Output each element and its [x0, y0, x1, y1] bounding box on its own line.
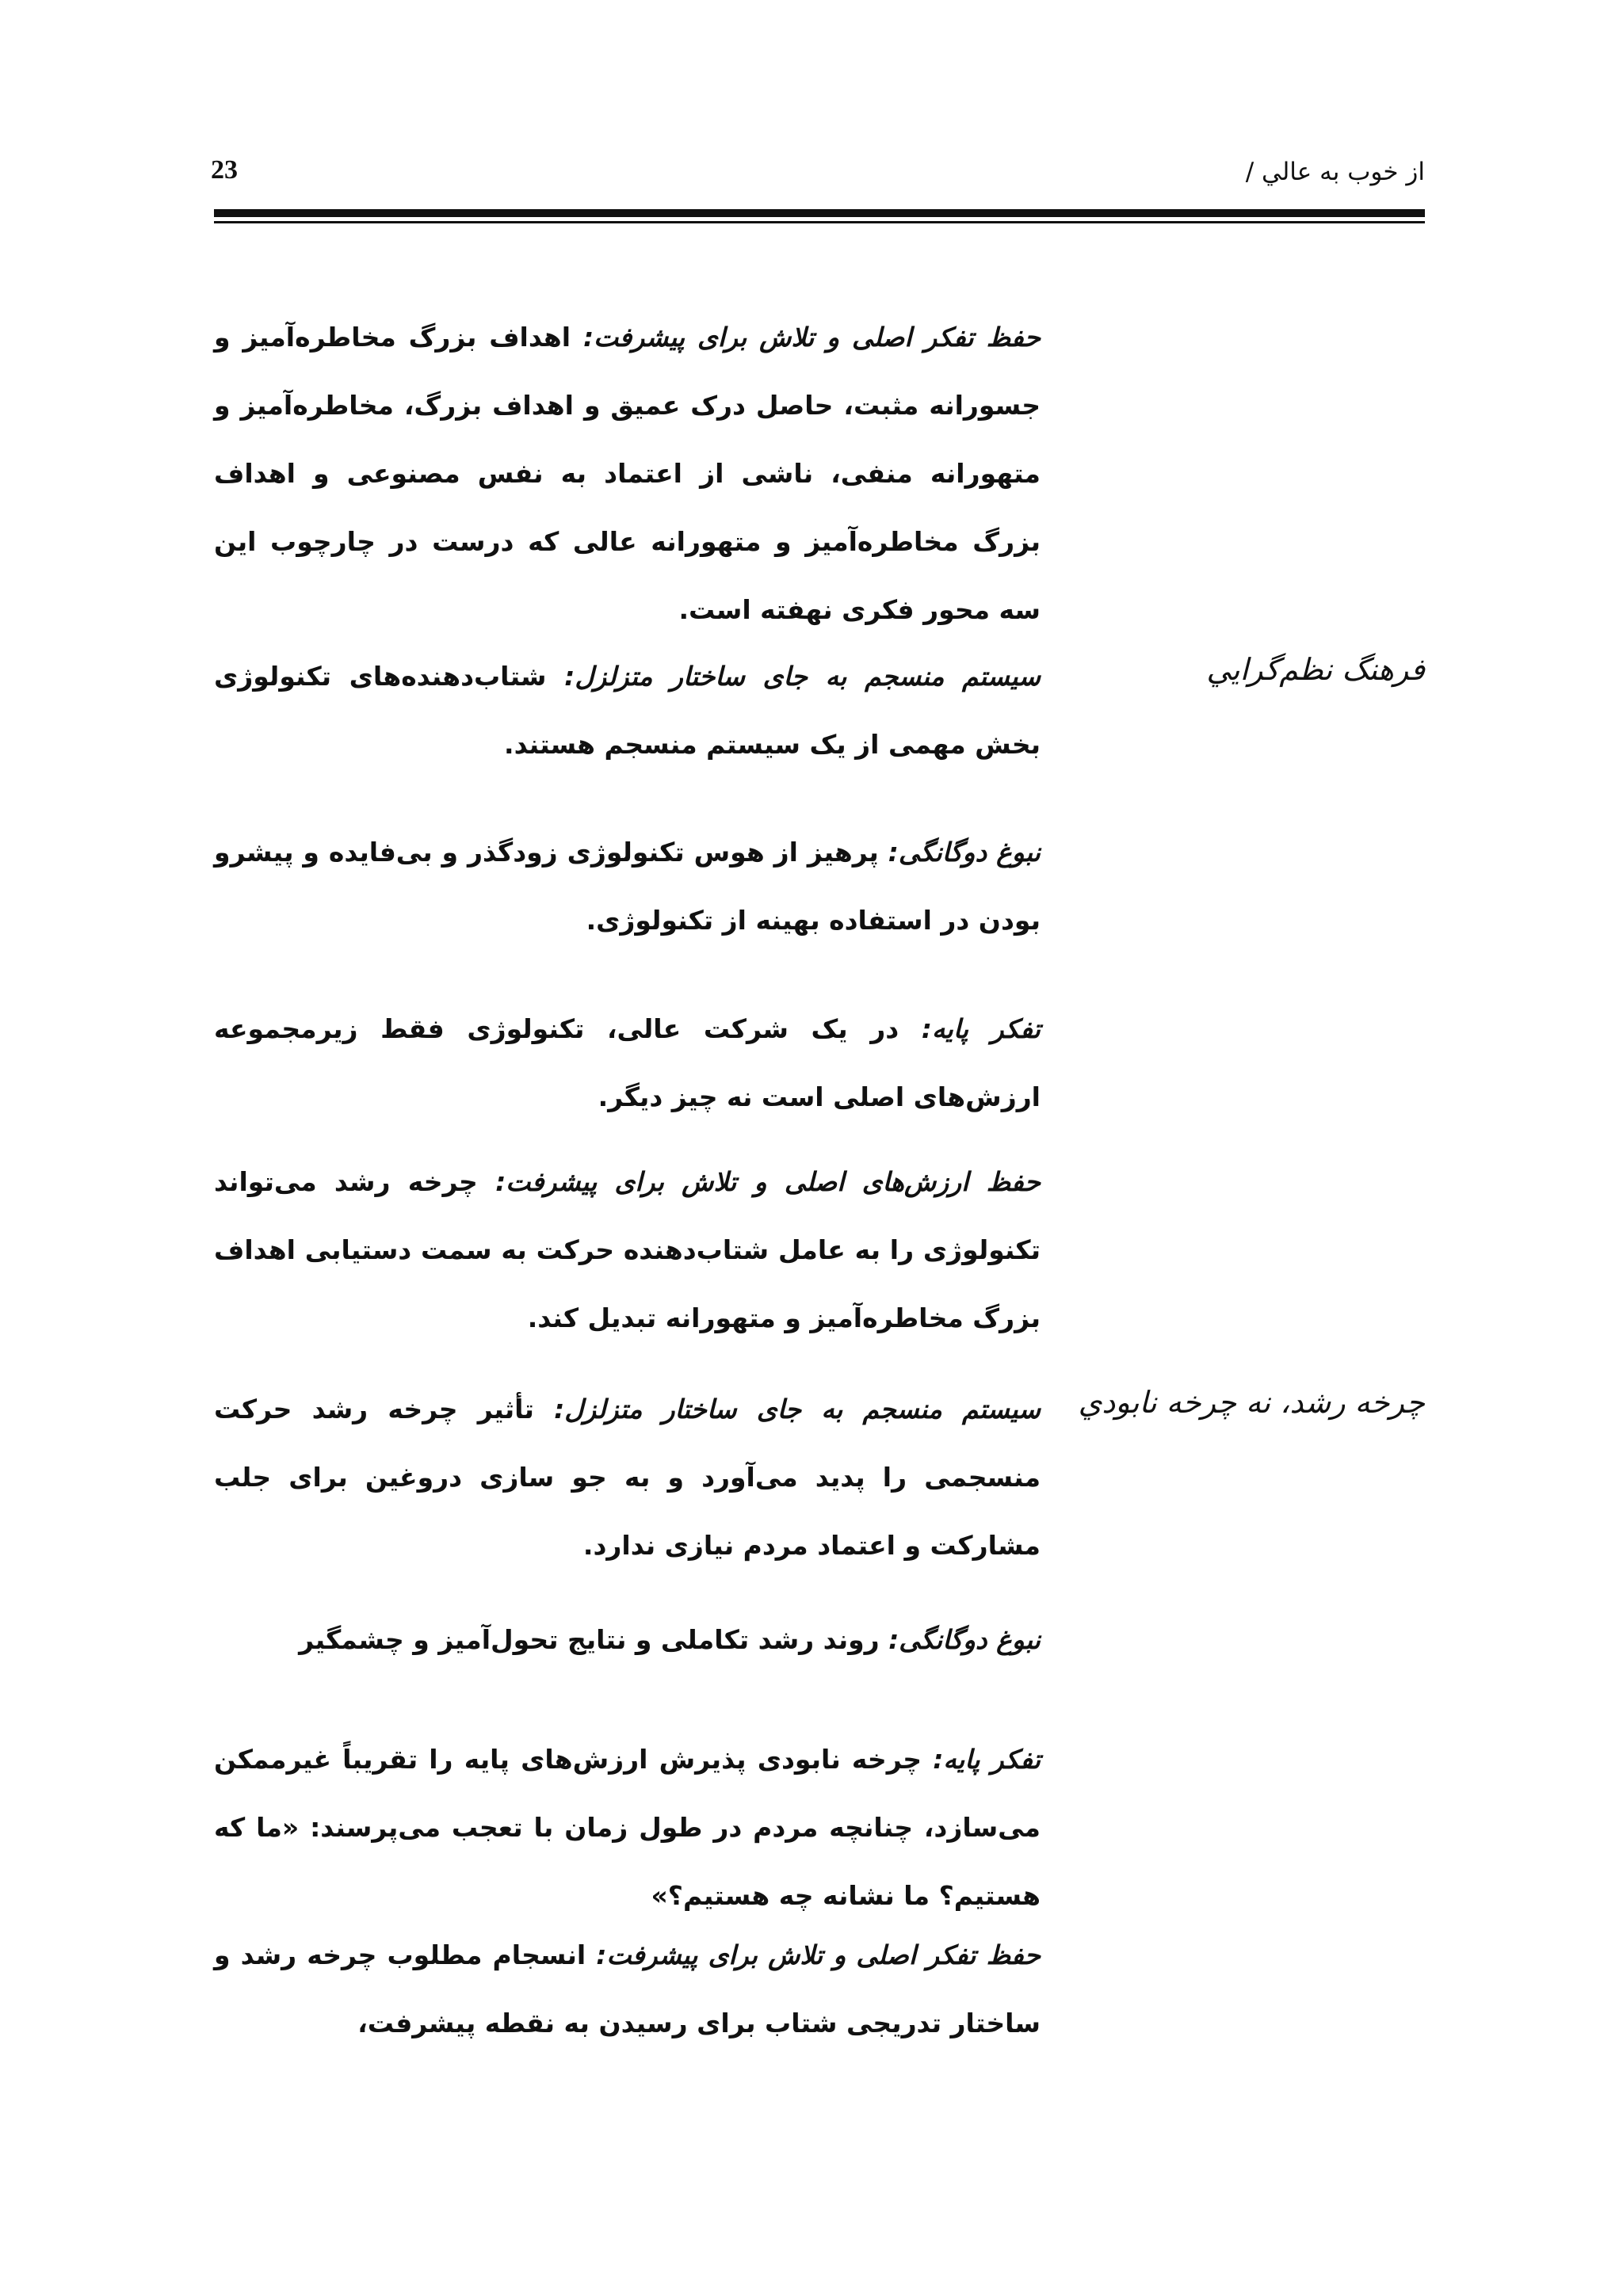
paragraph-term: حفظ تفکر اصلی و تلاش برای پیشرفت: — [582, 322, 1041, 353]
paragraph-flywheel-coherence — [214, 1375, 1041, 1580]
paragraph-term: سیستم منسجم به جای ساختار متزلزل: — [564, 661, 1041, 692]
paragraph-flywheel-genius — [214, 1606, 1041, 1674]
paragraph-coherent-system — [214, 643, 1041, 779]
paragraph-term: نبوغ دوگانگی: — [888, 1624, 1041, 1655]
paragraph-text: انسجام مطلوب چرخه رشد و ساختار تدریجی شتاب برای رسیدن به نقطه پیشرفت، — [214, 1939, 1041, 2039]
paragraph-text: تأثیر چرخه رشد حرکت منسجمی را پدید می‌آورد و به جو سازی دروغین برای جلب مشارکت و اعتماد مردم نیازی ندارد. — [214, 1394, 1041, 1561]
paragraph-text: اهداف بزرگ مخاطره‌آمیز و جسورانه مثبت، حاصل درک عمیق و اهداف بزرگ، مخاطره‌آمیز و متهورانه منفی، ناشی از اعتماد به نفس مصنوعی و اهداف بزرگ مخاطره‌آمیز و متهورانه عالی که درست در چارچوب این سه محور فکری نهفته است. — [214, 322, 1041, 625]
paragraph-text: شتاب‌دهنده‌های تکنولوژی بخش مهمی از یک سیستم منسجم هستند. — [214, 661, 1041, 760]
paragraph-text: چرخه رشد می‌تواند تکنولوژی را به عامل شتاب‌دهنده حرکت به سمت دستیابی اهداف بزرگ مخاطره‌آمیز و متهورانه تبدیل کند. — [214, 1166, 1041, 1333]
paragraph-text: پرهیز از هوس تکنولوژی زودگذر و بی‌فایده و پیشرو بودن در استفاده بهینه از تکنولوژی. — [214, 837, 1041, 936]
page-number: 23 — [211, 155, 238, 185]
paragraph-core-ideology — [214, 995, 1041, 1131]
header-rule-thin — [214, 221, 1425, 223]
paragraph-term: حفظ تفکر اصلی و تلاش برای پیشرفت: — [596, 1939, 1041, 1970]
page-header — [0, 151, 1623, 198]
paragraph-term: تفکر پایه: — [933, 1744, 1041, 1775]
paragraph-genius-of-and — [214, 818, 1041, 955]
paragraph-preserve-core — [214, 303, 1041, 644]
paragraph-text: روند رشد تکاملی و نتایج تحول‌آمیز و چشمگیر — [299, 1624, 889, 1655]
running-title: از خوب به عالي / — [1245, 158, 1425, 186]
header-rule-thick — [214, 209, 1425, 217]
paragraph-term: حفظ ارزش‌های اصلی و تلاش برای پیشرفت: — [495, 1166, 1041, 1197]
paragraph-term: تفکر پایه: — [921, 1013, 1041, 1044]
paragraph-text: چرخه نابودی پذیرش ارزش‌های پایه را تقریباً غیرممکن می‌سازد، چنانچه مردم در طول زمان با تعجب می‌پرسند: «ما که هستیم؟ ما نشانه چه هستیم؟» — [214, 1744, 1041, 1911]
side-label-flywheel: چرخه رشد، نه چرخه نابودي — [1078, 1385, 1425, 1420]
paragraph-term: نبوغ دوگانگی: — [888, 837, 1041, 868]
paragraph-doom-loop — [214, 1726, 1041, 1930]
paragraph-text: در یک شرکت عالی، تکنولوژی فقط زیرمجموعه ارزش‌های اصلی است نه چیز دیگر. — [214, 1013, 1041, 1112]
paragraph-flywheel-progress — [214, 1921, 1041, 2058]
paragraph-preserve-values — [214, 1148, 1041, 1352]
side-label-discipline-culture: فرهنگ نظم‌گرايي — [1206, 652, 1425, 687]
paragraph-term: سیستم منسجم به جای ساختار متزلزل: — [554, 1394, 1041, 1425]
